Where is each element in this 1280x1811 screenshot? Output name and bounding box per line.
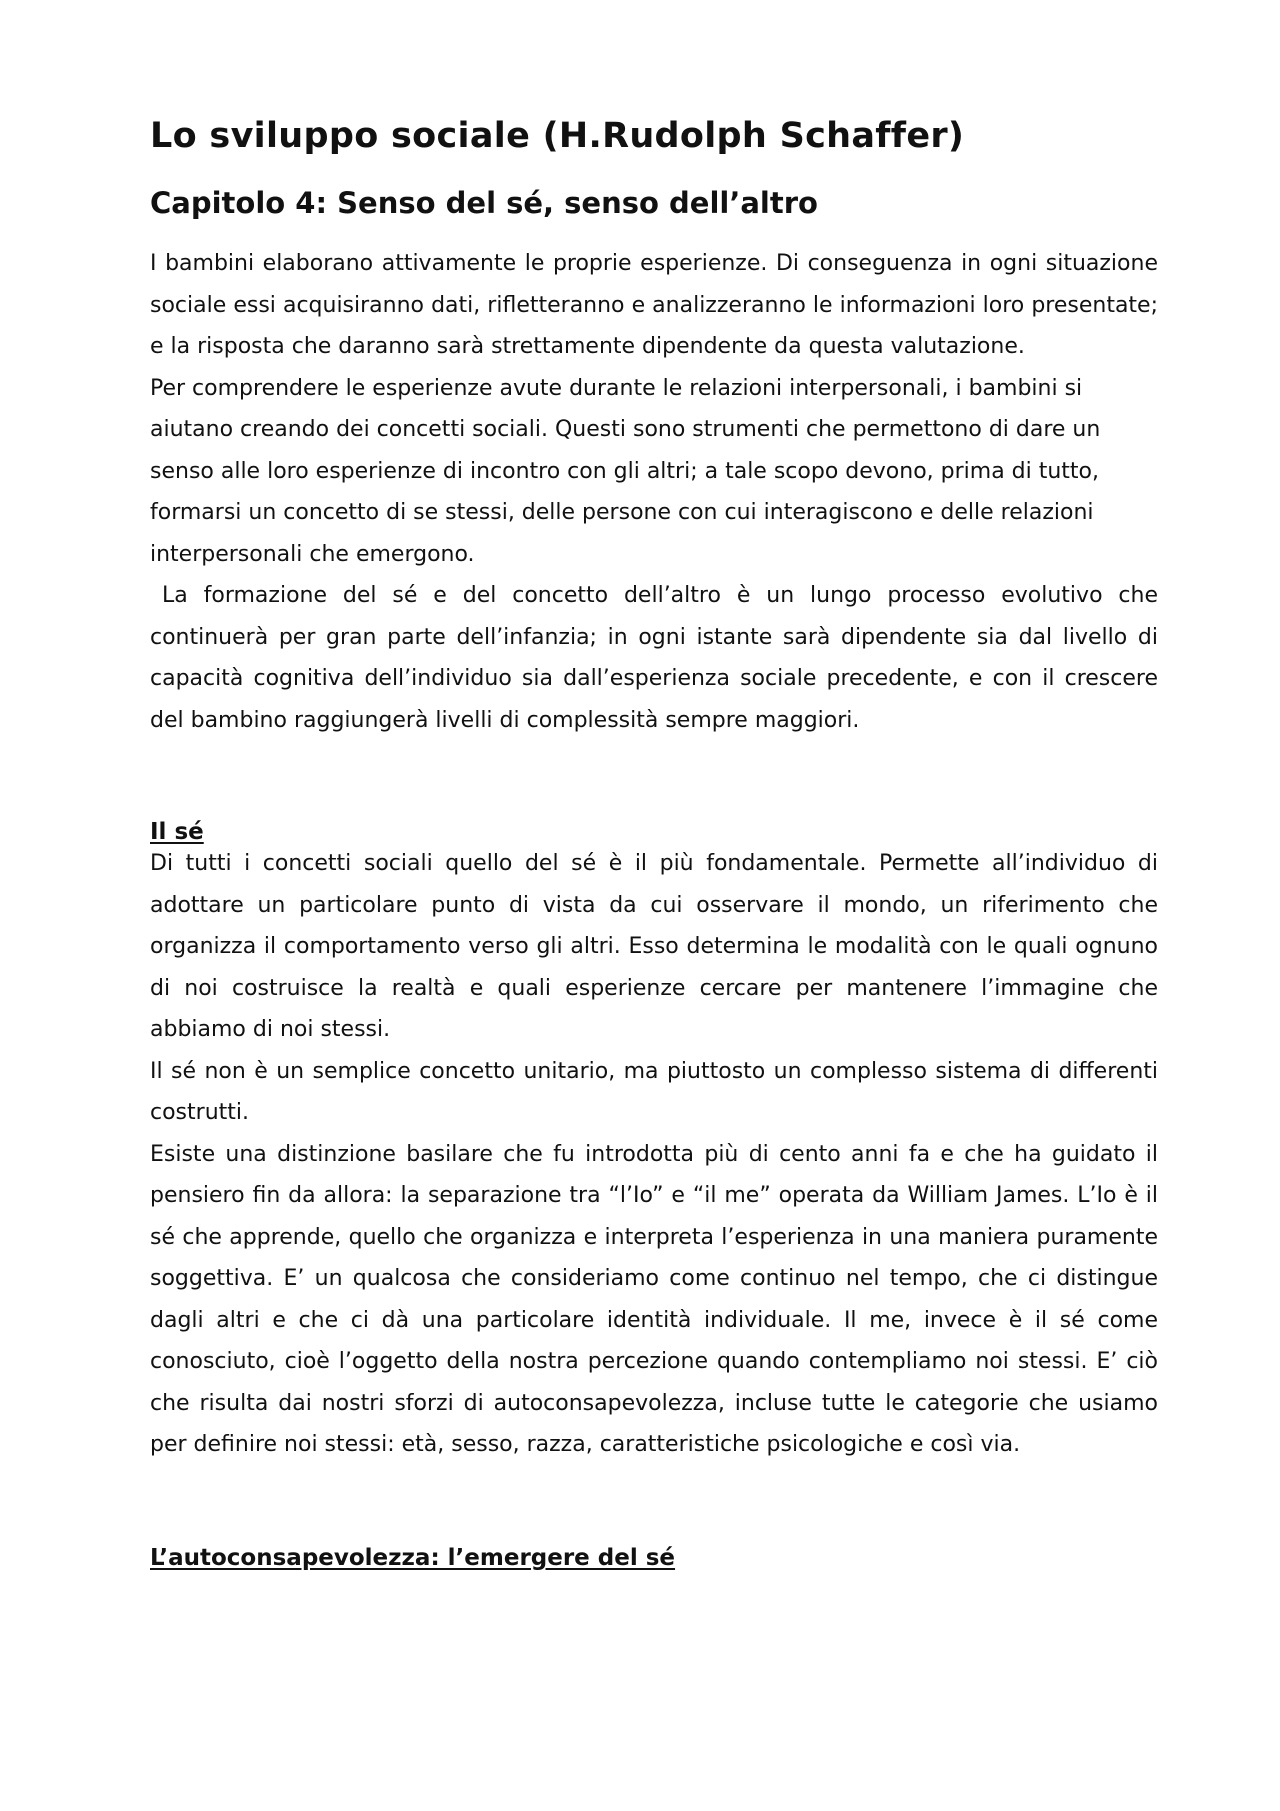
chapter-title: Capitolo 4: Senso del sé, senso dell’altro	[150, 186, 818, 220]
paragraph: Per comprendere le esperienze avute durante le relazioni interpersonali, i bambini si aiutano creando dei concetti sociali. Questi sono strumenti che permettono di dare un senso alle loro esperienze di incontro con gli altri; a tale scopo devono, prima di tutto, formarsi un concetto di se stessi, delle persone con cui interagiscono e delle relazioni interpersonali che emergono.	[150, 375, 1101, 567]
section-heading-il-se: Il sé	[150, 819, 204, 845]
section-heading-autoconsapevolezza: L’autoconsapevolezza: l’emergere del sé	[150, 1545, 676, 1571]
document-title: Lo sviluppo sociale (H.Rudolph Schaffer)	[150, 116, 965, 156]
paragraph: I bambini elaborano attivamente le proprie esperienze. Di conseguenza in ogni situazione sociale essi acquisiranno dati, rifletteranno e analizzeranno le informazioni loro presentate; e la risposta che daranno sarà strettamente dipendente da questa valutazione.	[150, 251, 1158, 359]
section-il-se-text	[150, 843, 1158, 1466]
paragraph: Di tutti i concetti sociali quello del sé è il più fondamentale. Permette all’individuo di adottare un particolare punto di vista da cui osservare il mondo, un riferimento che organizza il comportamento verso gli altri. Esso determina le modalità con le quali ognuno di noi costruisce la realtà e quali esperienze cercare per mantenere l’immagine che abbiamo di noi stessi.	[150, 851, 1158, 1042]
paragraph: Esiste una distinzione basilare che fu introdotta più di cento anni fa e che ha guidato il pensiero fin da allora: la separazione tra “l’Io” e “il me” operata da William James. L’Io è il sé che apprende, quello che organizza e interpreta l’esperienza in una maniera puramente soggettiva. E’ un qualcosa che consideriamo come continuo nel tempo, che ci distingue dagli altri e che ci dà una particolare identità individuale. Il me, invece è il sé come conosciuto, cioè l’oggetto della nostra percezione quando contempliamo noi stessi. E’ ciò che risulta dai nostri sforzi di autoconsapevolezza, incluse tutte le categorie che usiamo per definire noi stessi: età, sesso, razza, caratteristiche psicologiche e così via.	[150, 1141, 1158, 1457]
paragraph: La formazione del sé e del concetto dell’altro è un lungo processo evolutivo che continuerà per gran parte dell’infanzia; in ogni istante sarà dipendente sia dal livello di capacità cognitiva dell’individuo sia dall’esperienza sociale precedente, e con il crescere del bambino raggiungerà livelli di complessità sempre maggiori.	[150, 583, 1158, 733]
paragraph: Il sé non è un semplice concetto unitario, ma piuttosto un complesso sistema di differenti costrutti.	[150, 1058, 1158, 1125]
intro-text	[150, 243, 1158, 741]
